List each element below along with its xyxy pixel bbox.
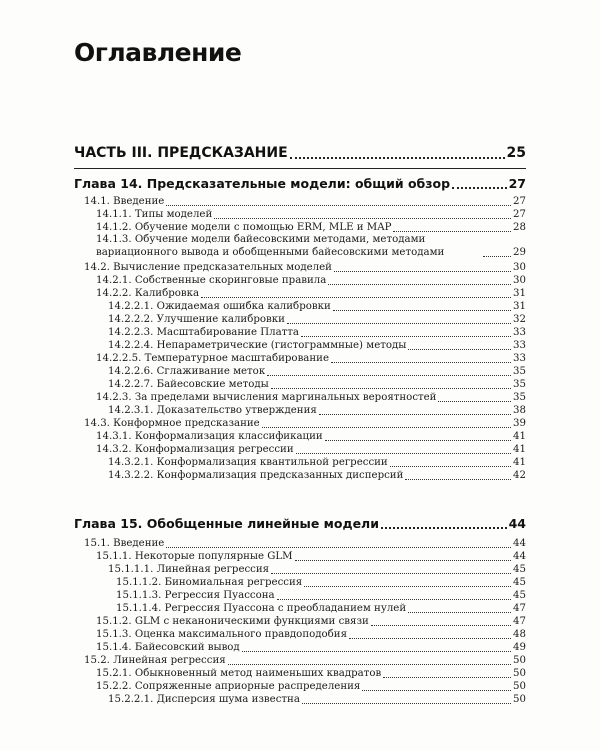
leader-dots bbox=[201, 297, 511, 298]
entry-label: 15.1.3. Оценка максимального правдоподобия bbox=[96, 629, 347, 640]
entry-label: 15.1.1. Некоторые популярные GLM bbox=[96, 551, 293, 562]
entry-page: 31 bbox=[513, 288, 526, 299]
toc-ch14-entry[interactable] bbox=[84, 417, 526, 430]
entry-page: 33 bbox=[513, 340, 526, 351]
entry-label: 15.1. Введение bbox=[84, 538, 165, 549]
entry-page: 32 bbox=[513, 314, 526, 325]
toc-ch14-entry[interactable] bbox=[108, 378, 526, 391]
entry-page: 41 bbox=[513, 457, 526, 468]
leader-dots bbox=[296, 453, 511, 454]
toc-ch15-entry[interactable] bbox=[108, 563, 526, 576]
entry-page: 33 bbox=[513, 353, 526, 364]
leader-dots bbox=[328, 284, 511, 285]
leader-dots bbox=[381, 527, 507, 529]
toc-ch14-entry[interactable] bbox=[96, 430, 526, 443]
toc-ch15-entry[interactable] bbox=[96, 667, 526, 680]
entry-page: 30 bbox=[513, 275, 526, 286]
entry-label: 14.2.2.3. Масштабирование Платта bbox=[108, 327, 300, 338]
leader-dots bbox=[166, 547, 511, 548]
entry-page: 38 bbox=[513, 405, 526, 416]
entry-label: 15.2.2.1. Дисперсия шума известна bbox=[108, 694, 300, 705]
leader-dots bbox=[331, 362, 511, 363]
chapter-14-label: Глава 14. Предсказательные модели: общий обзор bbox=[74, 176, 451, 191]
entry-label: 14.2.2.1. Ожидаемая ошибка калибровки bbox=[108, 301, 331, 312]
entry-label: 14.2.2.4. Непараметрические (гистограммные) методы bbox=[108, 340, 407, 351]
entry-label: 14.1.2. Обучение модели с помощью ERM, MLE и MAP bbox=[96, 222, 392, 233]
entry-page: 50 bbox=[513, 694, 526, 705]
toc-ch14-entry[interactable] bbox=[108, 365, 526, 378]
leader-dots bbox=[302, 703, 511, 704]
leader-dots bbox=[301, 336, 511, 337]
toc-chapter-15[interactable] bbox=[74, 516, 526, 531]
entry-label: 15.1.4. Байесовский вывод bbox=[96, 642, 240, 653]
leader-dots bbox=[304, 586, 511, 587]
entry-label: 15.2.1. Обыкновенный метод наименьших квадратов bbox=[96, 668, 382, 679]
entry-label: 14.1.3. Обучение модели байесовскими методами, методами вариационного вывода и обобщенными байесовскими методами bbox=[96, 234, 445, 258]
toc-ch14-entry[interactable] bbox=[96, 443, 526, 456]
entry-page: 44 bbox=[513, 551, 526, 562]
leader-dots bbox=[438, 401, 511, 402]
entry-label: 14.3.1. Конформализация классификации bbox=[96, 431, 323, 442]
toc-ch15-entry[interactable] bbox=[84, 654, 526, 667]
toc-ch15-entry[interactable] bbox=[116, 602, 526, 615]
entry-page: 45 bbox=[513, 564, 526, 575]
entry-label: 14.3.2.2. Конформализация предсказанных дисперсий bbox=[108, 470, 404, 481]
chapter-14-page: 27 bbox=[508, 176, 526, 191]
toc-ch15-entry[interactable] bbox=[116, 576, 526, 589]
leader-dots bbox=[267, 375, 511, 376]
entry-page: 45 bbox=[513, 590, 526, 601]
entry-label: 14.2.2.5. Температурное масштабирование bbox=[96, 353, 329, 364]
toc-ch14-entry[interactable] bbox=[96, 221, 526, 234]
entry-label: 14.3. Конформное предсказание bbox=[84, 418, 260, 429]
entry-label: 14.2.2.6. Сглаживание меток bbox=[108, 366, 266, 377]
leader-dots bbox=[390, 466, 511, 467]
entry-label: 14.2.3. За пределами вычисления маргинальных вероятностей bbox=[96, 392, 437, 403]
toc-ch14-entry[interactable] bbox=[84, 261, 526, 274]
toc-ch15-entry[interactable] bbox=[96, 550, 526, 563]
entry-page: 44 bbox=[513, 538, 526, 549]
entry-page: 45 bbox=[513, 577, 526, 588]
entry-label: 14.3.2.1. Конформализация квантильной регрессии bbox=[108, 457, 388, 468]
entry-page: 29 bbox=[513, 247, 526, 258]
leader-dots bbox=[333, 310, 511, 311]
toc-part-3[interactable] bbox=[74, 145, 526, 161]
leader-dots bbox=[405, 479, 511, 480]
entry-page: 35 bbox=[513, 366, 526, 377]
entry-label: 15.2. Линейная регрессия bbox=[84, 655, 226, 666]
toc-ch14-entry[interactable] bbox=[96, 274, 526, 287]
leader-dots bbox=[383, 677, 511, 678]
entry-page: 50 bbox=[513, 668, 526, 679]
entry-label: 15.1.1.2. Биномиальная регрессия bbox=[116, 577, 303, 588]
toc-ch15-entry[interactable] bbox=[84, 537, 526, 550]
part-divider bbox=[74, 168, 526, 169]
leader-dots bbox=[214, 218, 511, 219]
entry-page: 28 bbox=[513, 222, 526, 233]
leader-dots bbox=[362, 690, 511, 691]
entry-label: 14.2.2.7. Байесовские методы bbox=[108, 379, 269, 390]
entry-label: 14.2.2. Калибровка bbox=[96, 288, 200, 299]
toc-ch14-entry[interactable] bbox=[108, 469, 526, 482]
toc-ch14-entry[interactable] bbox=[96, 391, 526, 404]
entry-label: 15.1.1.4. Регрессия Пуассона с преобладанием нулей bbox=[116, 603, 407, 614]
leader-dots bbox=[277, 599, 511, 600]
leader-dots bbox=[325, 440, 511, 441]
toc-ch14-entry[interactable] bbox=[108, 300, 526, 313]
toc-ch15-entry[interactable] bbox=[96, 615, 526, 628]
leader-dots bbox=[242, 651, 511, 652]
leader-dots bbox=[262, 427, 511, 428]
leader-dots bbox=[228, 664, 511, 665]
entry-page: 30 bbox=[513, 262, 526, 273]
entry-label: 15.1.1.3. Регрессия Пуассона bbox=[116, 590, 275, 601]
leader-dots bbox=[349, 638, 511, 639]
leader-dots bbox=[166, 205, 511, 206]
leader-dots bbox=[371, 625, 511, 626]
entry-page: 31 bbox=[513, 301, 526, 312]
chapter-15-page: 44 bbox=[508, 516, 526, 531]
entry-page: 50 bbox=[513, 681, 526, 692]
toc-ch14-entry[interactable] bbox=[96, 352, 526, 365]
part-label: ЧАСТЬ III. ПРЕДСКАЗАНИЕ bbox=[74, 145, 288, 161]
page-title: Оглавление bbox=[74, 38, 242, 67]
leader-dots bbox=[408, 612, 511, 613]
entry-page: 42 bbox=[513, 470, 526, 481]
toc-ch14-entry[interactable] bbox=[108, 313, 526, 326]
entry-page: 47 bbox=[513, 616, 526, 627]
entry-page: 39 bbox=[513, 418, 526, 429]
toc-ch14-entry[interactable] bbox=[96, 234, 526, 259]
leader-dots bbox=[287, 323, 511, 324]
entry-label: 14.1.1. Типы моделей bbox=[96, 209, 213, 220]
entry-label: 14.3.2. Конформализация регрессии bbox=[96, 444, 294, 455]
entry-page: 47 bbox=[513, 603, 526, 614]
entry-page: 35 bbox=[513, 379, 526, 390]
entry-page: 50 bbox=[513, 655, 526, 666]
toc-ch14-entry[interactable] bbox=[108, 326, 526, 339]
toc-ch14-entry[interactable] bbox=[108, 456, 526, 469]
entry-label: 15.1.1.1. Линейная регрессия bbox=[108, 564, 270, 575]
chapter-15-label: Глава 15. Обобщенные линейные модели bbox=[74, 516, 379, 531]
part-page: 25 bbox=[506, 145, 526, 161]
entry-label: 14.2. Вычисление предсказательных моделей bbox=[84, 262, 332, 273]
entry-page: 49 bbox=[513, 642, 526, 653]
toc-chapter-14[interactable] bbox=[74, 176, 526, 191]
toc-ch15-entry[interactable] bbox=[108, 693, 526, 706]
leader-dots bbox=[393, 231, 511, 232]
toc-ch15-entry[interactable] bbox=[96, 641, 526, 654]
entry-page: 27 bbox=[513, 209, 526, 220]
entry-label: 15.2.2. Сопряженные априорные распределения bbox=[96, 681, 361, 692]
entry-page: 33 bbox=[513, 327, 526, 338]
entry-page: 48 bbox=[513, 629, 526, 640]
entry-label: 14.2.2.2. Улучшение калибровки bbox=[108, 314, 285, 325]
toc-ch14-entry[interactable] bbox=[108, 339, 526, 352]
leader-dots bbox=[452, 187, 507, 189]
leader-dots bbox=[271, 573, 511, 574]
entry-label: 14.2.1. Собственные скоринговые правила bbox=[96, 275, 327, 286]
entry-label: 15.1.2. GLM с неканоническими функциями связи bbox=[96, 616, 369, 627]
entry-page: 27 bbox=[513, 196, 526, 207]
toc-ch15-entry[interactable] bbox=[96, 680, 526, 693]
toc-ch14-entry[interactable] bbox=[84, 195, 526, 208]
leader-dots bbox=[319, 414, 511, 415]
leader-dots bbox=[271, 388, 511, 389]
toc-ch15-entry[interactable] bbox=[116, 589, 526, 602]
toc-ch14-entry[interactable] bbox=[108, 404, 526, 417]
toc-ch14-entry[interactable] bbox=[96, 208, 526, 221]
leader-dots bbox=[290, 157, 505, 159]
toc-ch14-entry[interactable] bbox=[96, 287, 526, 300]
entry-label: 14.2.3.1. Доказательство утверждения bbox=[108, 405, 317, 416]
leader-dots bbox=[295, 560, 511, 561]
entry-page: 41 bbox=[513, 444, 526, 455]
entry-label: 14.1. Введение bbox=[84, 196, 165, 207]
toc-ch15-entry[interactable] bbox=[96, 628, 526, 641]
leader-dots bbox=[408, 349, 511, 350]
leader-dots bbox=[334, 271, 511, 272]
entry-page: 35 bbox=[513, 392, 526, 403]
entry-page: 41 bbox=[513, 431, 526, 442]
leader-dots bbox=[483, 256, 511, 257]
